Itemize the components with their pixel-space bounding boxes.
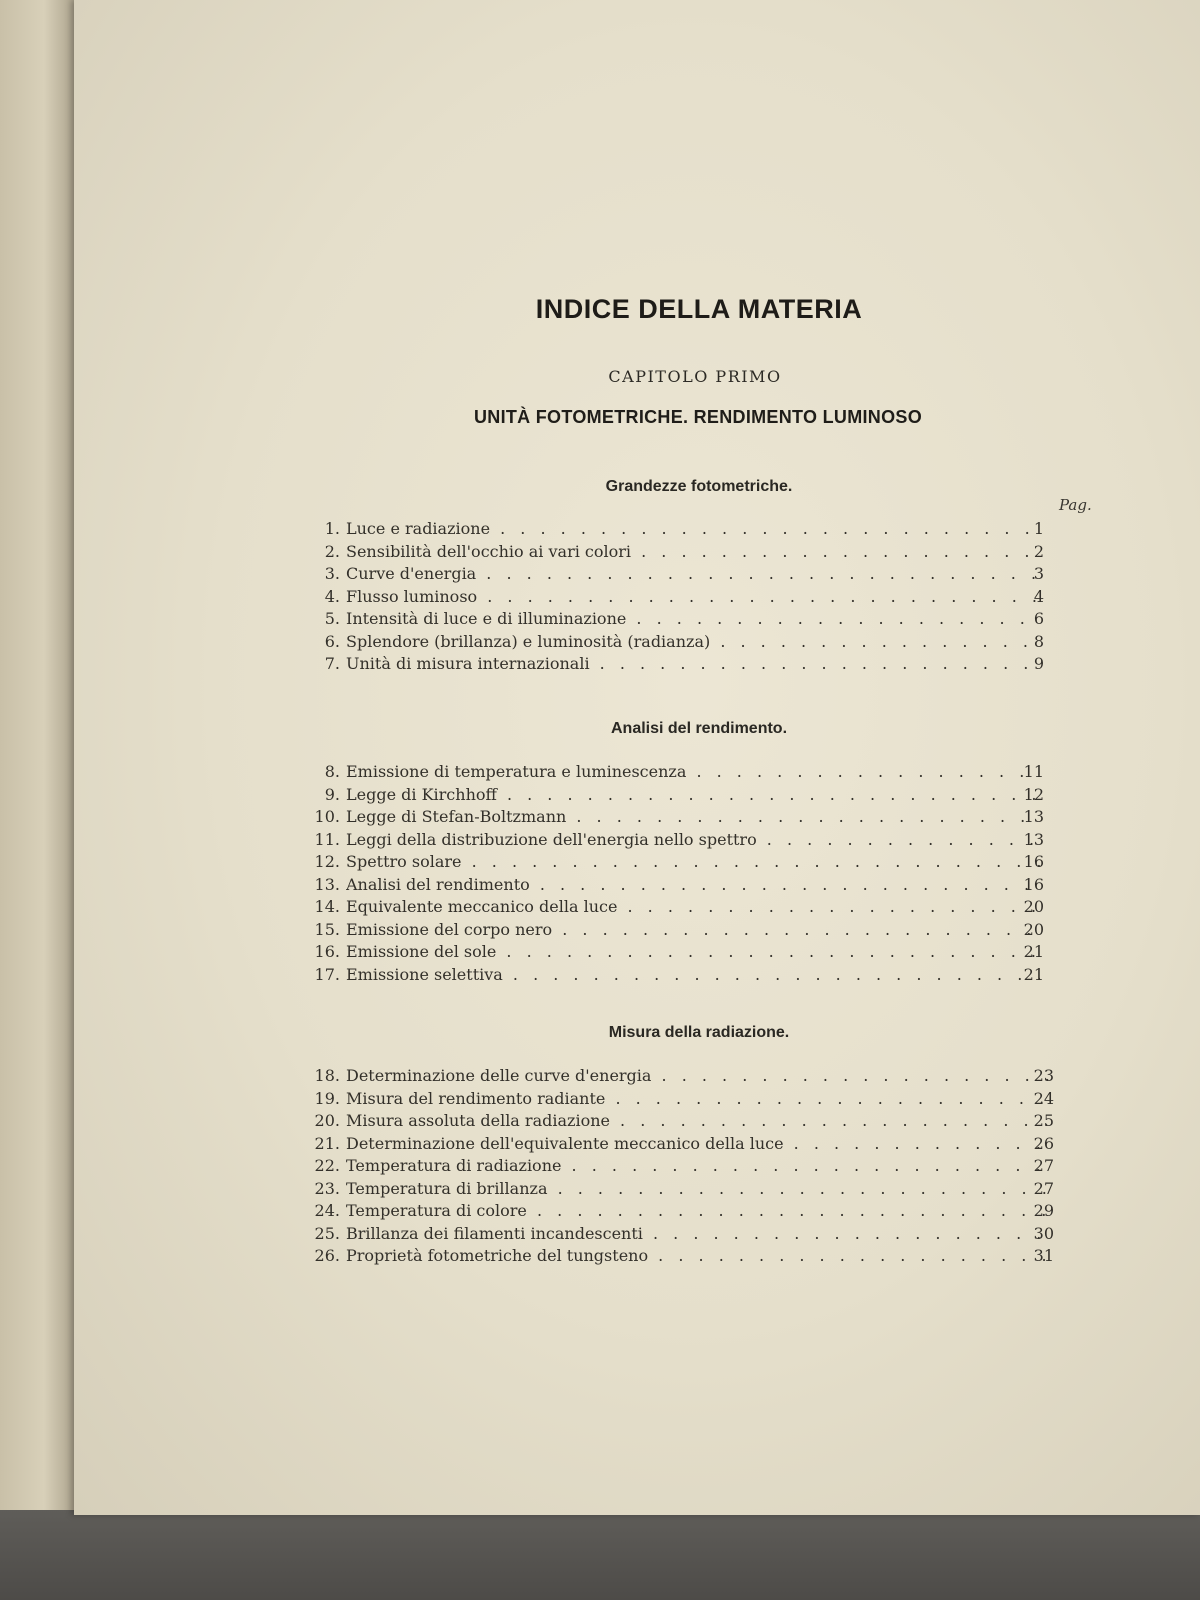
entry-number: 5.	[324, 609, 340, 628]
toc-entry	[74, 541, 1200, 564]
previous-page-edge	[0, 0, 80, 1510]
entry-number: 18.	[314, 1066, 340, 1085]
page-content	[74, 0, 1200, 1515]
toc-section-1	[74, 518, 1200, 676]
toc-entry	[74, 761, 1200, 784]
entry-number: 7.	[324, 654, 340, 673]
chapter-title: UNITÀ FOTOMETRICHE. RENDIMENTO LUMINOSO	[473, 407, 923, 427]
entry-title: Proprietà fotometriche del tungsteno . . .	[346, 1245, 1050, 1268]
entry-number: 1.	[324, 519, 340, 538]
toc-entry	[74, 874, 1200, 897]
entry-number: 22.	[314, 1156, 340, 1175]
entry-page: 23	[1033, 1066, 1054, 1085]
toc-entry	[74, 1110, 1200, 1133]
toc-entry	[74, 784, 1200, 807]
entry-title: Temperatura di colore . . .	[346, 1200, 1050, 1223]
entry-number: 20.	[314, 1111, 340, 1130]
entry-title: Equivalente meccanico della luce . . .	[346, 896, 1040, 919]
entry-page: 25	[1033, 1111, 1054, 1130]
entry-title: Intensità di luce e di illuminazione . . .	[346, 608, 1040, 631]
toc-entry	[74, 518, 1200, 541]
entry-title: Leggi della distribuzione dell'energia nello spettro . . .	[346, 829, 1040, 852]
entry-title: Splendore (brillanza) e luminosità (radianza) . . .	[346, 631, 1040, 654]
entry-title: Luce e radiazione . . .	[346, 518, 1040, 541]
entry-page: 9	[1033, 654, 1044, 673]
entry-page: 26	[1033, 1133, 1054, 1153]
entry-number: 17.	[314, 964, 340, 984]
chapter-label: CAPITOLO PRIMO	[608, 367, 782, 386]
toc-entry	[74, 608, 1200, 631]
entry-page: 4	[1033, 586, 1044, 606]
entry-title: Temperatura di radiazione . . .	[346, 1155, 1050, 1178]
entry-page: 30	[1033, 1223, 1054, 1243]
entry-page: 16	[1023, 874, 1044, 894]
toc-entry	[74, 941, 1200, 964]
entry-title: Analisi del rendimento . . .	[346, 874, 1040, 897]
entry-number: 4.	[324, 586, 340, 606]
entry-page: 6	[1033, 609, 1044, 628]
book-page	[74, 0, 1200, 1515]
toc-entry	[74, 896, 1200, 919]
entry-title: Emissione di temperatura e luminescenza . . .	[346, 761, 1040, 784]
entry-title: Sensibilità dell'occhio ai vari colori . . .	[346, 541, 1040, 564]
section-heading: Misura della radiazione.	[608, 1024, 790, 1041]
toc-entry	[74, 631, 1200, 654]
entry-title: Misura del rendimento radiante . . .	[346, 1088, 1050, 1111]
toc-entry	[74, 806, 1200, 829]
toc-entry	[74, 653, 1200, 676]
section-heading: Grandezze fotometriche.	[605, 478, 793, 495]
entry-number: 8.	[324, 762, 340, 781]
toc-entry	[74, 1133, 1200, 1156]
toc-entry	[74, 1245, 1200, 1268]
entry-number: 3.	[324, 564, 340, 583]
entry-title: Misura assoluta della radiazione . . .	[346, 1110, 1050, 1133]
toc-entry	[74, 1178, 1200, 1201]
entry-title: Spettro solare . . .	[346, 851, 1040, 874]
entry-title: Curve d'energia . . .	[346, 563, 1040, 586]
entry-title: Legge di Kirchhoff . . .	[346, 784, 1040, 807]
entry-page: 16	[1023, 852, 1044, 871]
toc-section-2	[74, 761, 1200, 986]
toc-entry	[74, 964, 1200, 987]
entry-number: 14.	[314, 897, 340, 916]
entry-number: 10.	[314, 807, 340, 826]
entry-title: Emissione del sole . . .	[346, 941, 1040, 964]
entry-page: 27	[1033, 1156, 1054, 1175]
entry-title: Legge di Stefan-Boltzmann . . .	[346, 806, 1040, 829]
entry-number: 19.	[314, 1088, 340, 1108]
toc-entry	[74, 1223, 1200, 1246]
entry-page: 13	[1023, 807, 1044, 826]
entry-number: 21.	[314, 1133, 340, 1153]
entry-title: Emissione del corpo nero . . .	[346, 919, 1040, 942]
entry-page: 12	[1023, 784, 1044, 804]
entry-page: 3	[1033, 564, 1044, 583]
entry-title: Determinazione dell'equivalente meccanico della luce . . .	[346, 1133, 1050, 1156]
entry-number: 11.	[314, 829, 340, 849]
toc-entry	[74, 563, 1200, 586]
entry-number: 26.	[314, 1246, 340, 1265]
section-heading: Analisi del rendimento.	[610, 720, 788, 737]
toc-entry	[74, 851, 1200, 874]
entry-number: 25.	[314, 1223, 340, 1243]
entry-title: Emissione selettiva . . .	[346, 964, 1040, 987]
toc-entry	[74, 1088, 1200, 1111]
entry-page: 27	[1033, 1178, 1054, 1198]
entry-number: 24.	[314, 1201, 340, 1220]
entry-title: Temperatura di brillanza . . .	[346, 1178, 1050, 1201]
entry-page: 20	[1023, 919, 1044, 939]
entry-page: 13	[1023, 829, 1044, 849]
entry-page: 21	[1023, 942, 1044, 961]
entry-number: 12.	[314, 852, 340, 871]
entry-number: 2.	[324, 541, 340, 561]
entry-page: 8	[1033, 631, 1044, 651]
entry-page: 2	[1033, 541, 1044, 561]
entry-number: 6.	[324, 631, 340, 651]
entry-number: 15.	[314, 919, 340, 939]
toc-entry	[74, 1200, 1200, 1223]
entry-page: 24	[1033, 1088, 1054, 1108]
entry-title: Determinazione delle curve d'energia . . .	[346, 1065, 1050, 1088]
table-surface	[0, 1510, 1200, 1600]
page-title: INDICE DELLA MATERIA	[535, 294, 863, 324]
entry-page: 29	[1033, 1201, 1054, 1220]
entry-title: Unità di misura internazionali . . .	[346, 653, 1040, 676]
entry-title: Flusso luminoso . . .	[346, 586, 1040, 609]
entry-number: 23.	[314, 1178, 340, 1198]
toc-entry	[74, 919, 1200, 942]
page-column-label: Pag.	[1059, 496, 1092, 514]
toc-entry	[74, 586, 1200, 609]
toc-entry	[74, 1065, 1200, 1088]
entry-page: 21	[1023, 964, 1044, 984]
entry-page: 20	[1023, 897, 1044, 916]
toc-entry	[74, 829, 1200, 852]
entry-number: 9.	[324, 784, 340, 804]
entry-page: 11	[1023, 762, 1044, 781]
entry-number: 16.	[314, 942, 340, 961]
toc-entry	[74, 1155, 1200, 1178]
entry-page: 1	[1033, 519, 1044, 538]
entry-number: 13.	[314, 874, 340, 894]
entry-page: 31	[1033, 1246, 1054, 1265]
toc-section-3	[74, 1065, 1200, 1268]
entry-title: Brillanza dei filamenti incandescenti . . .	[346, 1223, 1050, 1246]
